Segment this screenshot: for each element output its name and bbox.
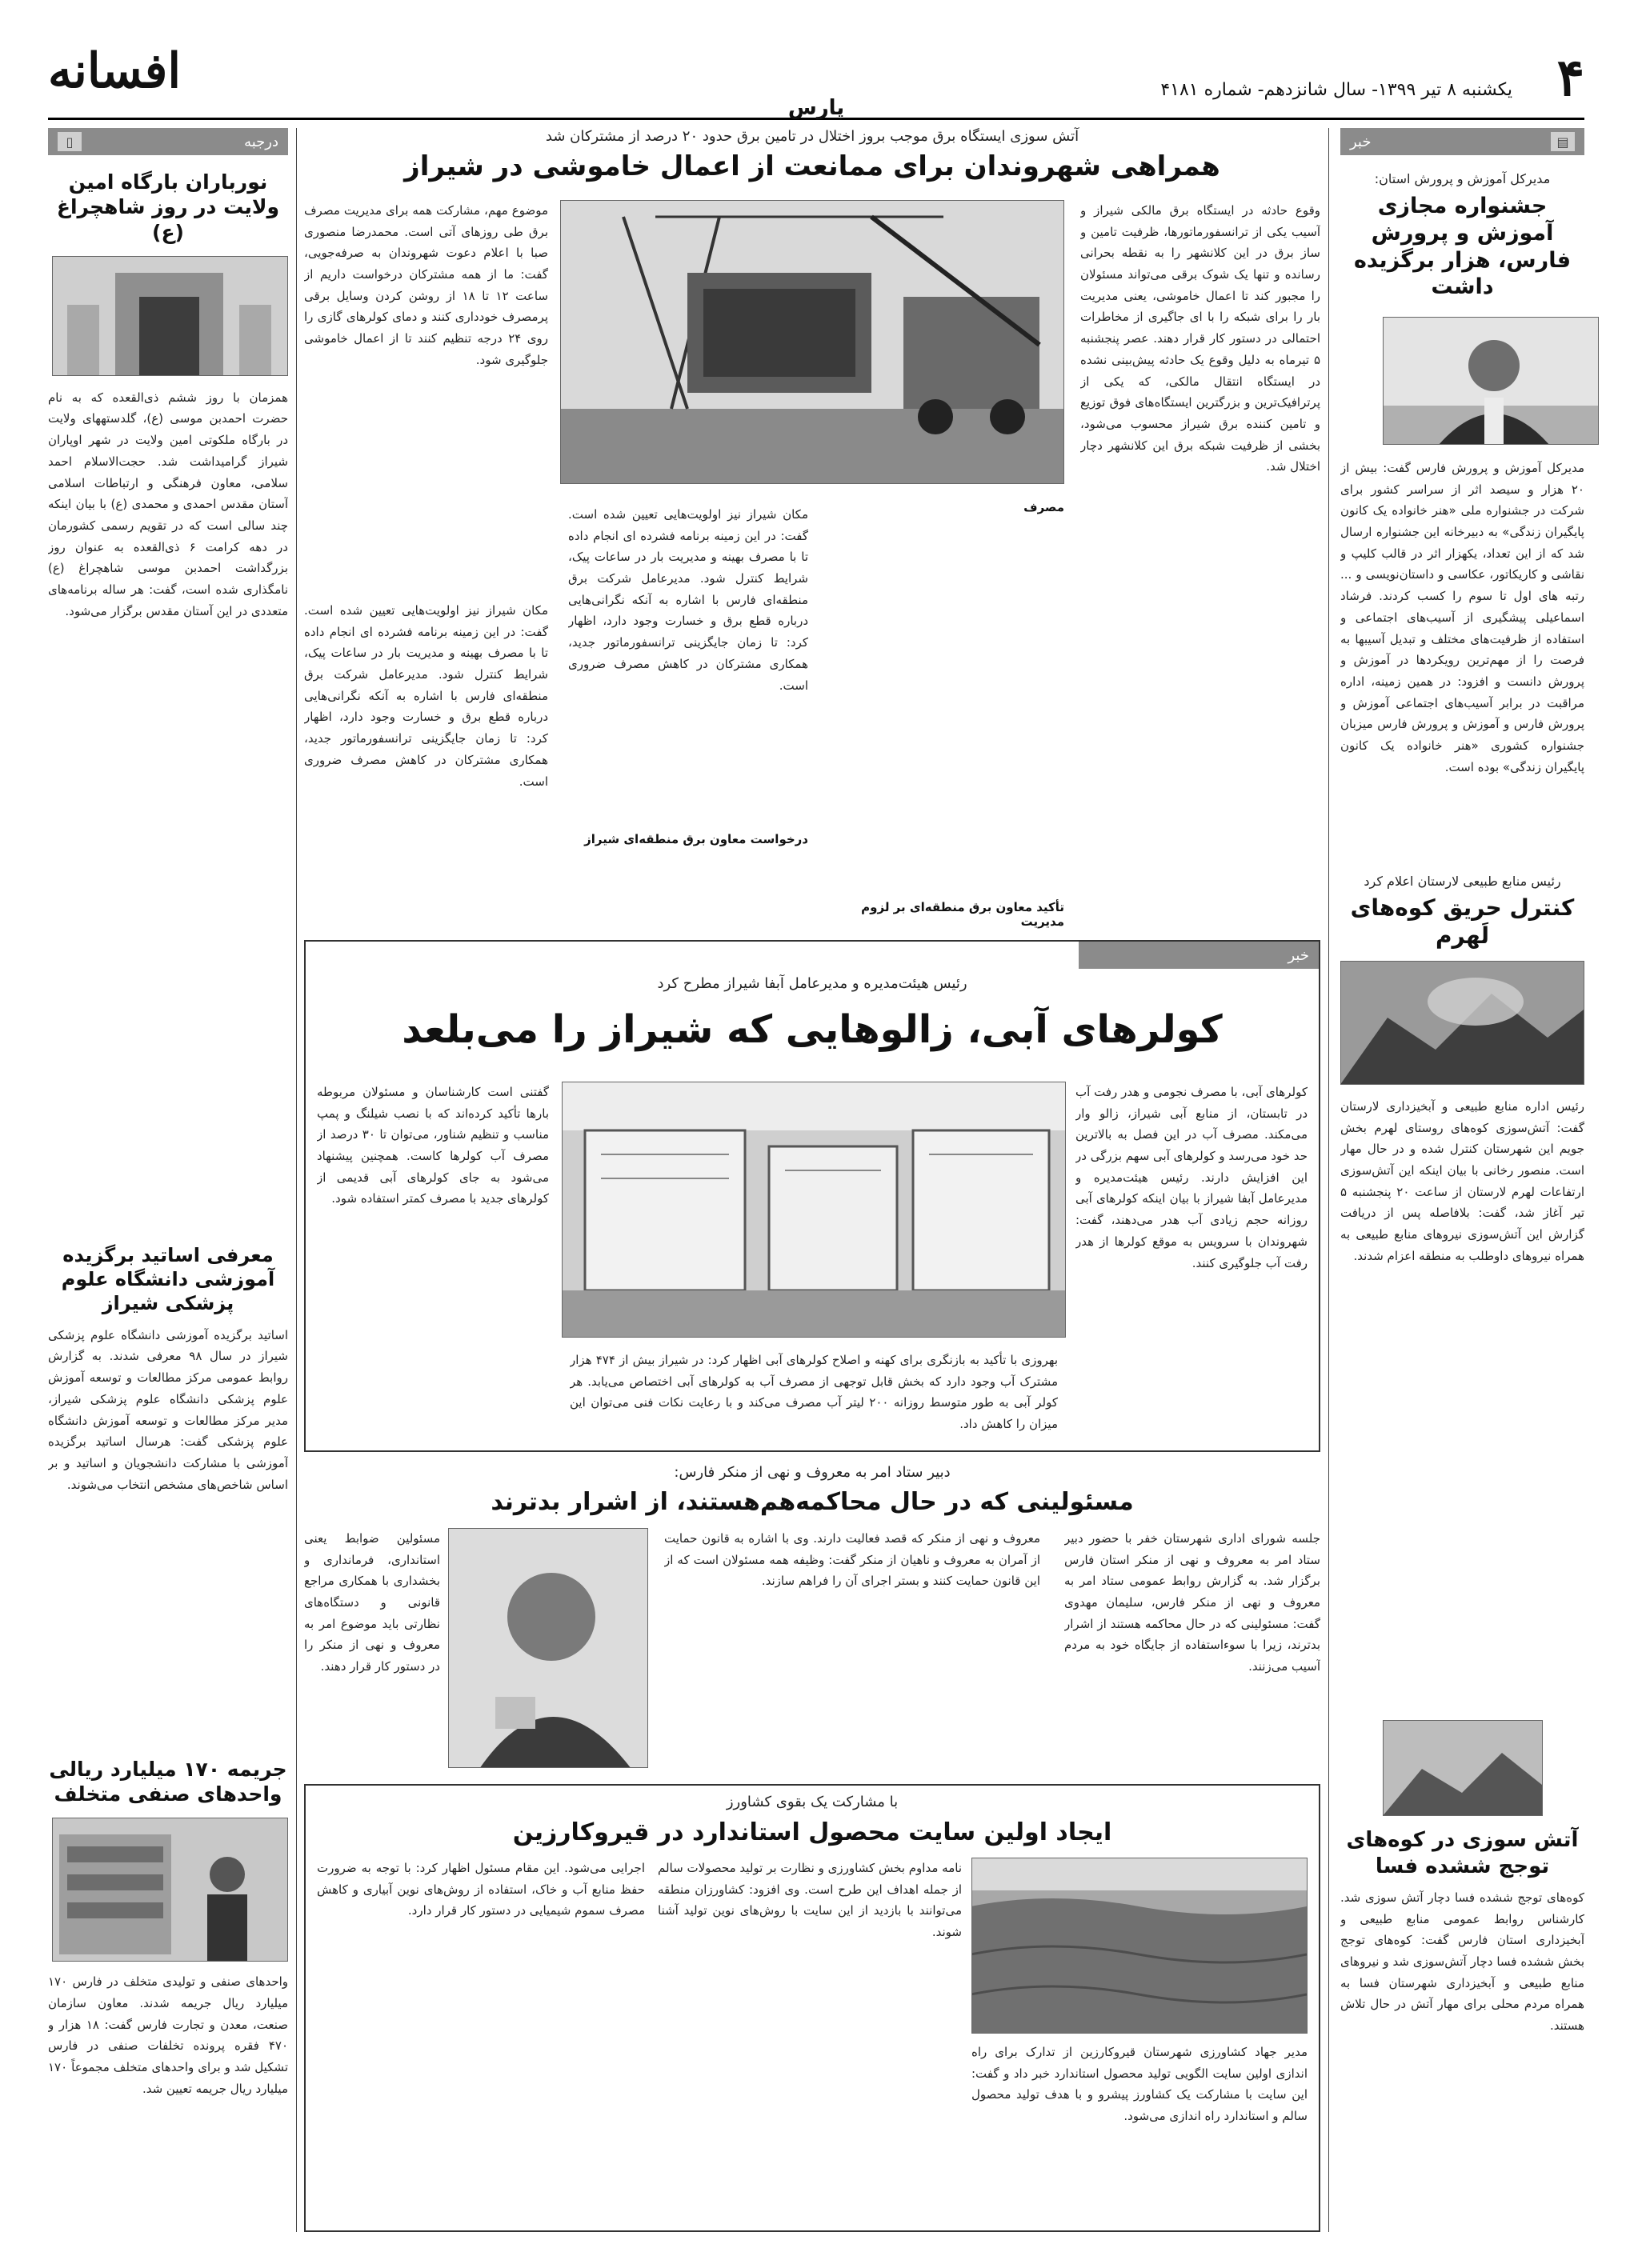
- story-kicker: مدیرکل آموزش و پرورش استان:: [1374, 171, 1551, 186]
- section-tag-bar: [48, 128, 288, 155]
- story-subhead: درخواست معاون برق منطقه‌ای شیراز: [584, 832, 808, 846]
- story-headline: ایجاد اولین سایت محصول استاندارد در قیروکارزین: [512, 1818, 1112, 1846]
- portrait-photo: [1383, 317, 1599, 445]
- story-kicker: دبیر ستاد امر به معروف و نهی از منکر فارس:: [674, 1464, 951, 1481]
- date-line: یکشنبه ۸ تیر ۱۳۹۹- سال شانزدهم- شماره ۴۱۸۱: [1160, 80, 1512, 100]
- story-headline: معرفی اساتید برگزیده آموزشی دانشگاه علوم پزشکی شیراز: [61, 1243, 275, 1314]
- story-body-column: مکان شیراز نیز اولویت‌هایی تعیین شده است. گفت: در این زمینه برنامه فشرده ای انجام داده تا با مصرف بهینه و مدیریت بار در ساعات پیک، شرایط کنترل شود. مدیرعامل شرکت برق منطقه‌ای فارس با اشاره به آنکه نگرانی‌هایی درباره قطع برق و خسارت وجود دارد، اظهار کرد: تا زمان جایگزینی ترانسفورماتور جدید، همکاری مشترکان در کاهش مصرف ضروری است.: [568, 507, 808, 693]
- portrait-image: [1383, 318, 1598, 445]
- story-body: واحدهای صنفی و تولیدی متخلف در فارس ۱۷۰ میلیارد ریال جریمه شدند. معاون سازمان صنعت، معدن و تجارت فارس گفت: ۱۸ هزار و ۴۷۰ فقره پرونده تخلفات صنفی در فارس تشکیل شد و برای واحدهای متخلف مجموعاً ۱۷۰ میلیارد ریال جریمه تعیین شد.: [48, 1974, 288, 2096]
- evaporative-coolers-image: [562, 1082, 1065, 1338]
- man-portrait-image: [448, 1529, 647, 1768]
- interview-story: [304, 1464, 1320, 1776]
- story-body: کوه‌های توجج ششده فسا دچار آتش سوزی شد. کارشناس روابط عمومی منابع طبیعی و آبخیزداری استان فارس گفت: کوه‌های توجج بخش ششده فسا دچار آتش‌سوزی شد و نیروهای منابع طبیعی و آبخیزداری شهرستان فسا به همراه مردم محلی برای مهار آتش در حال تلاش هستند.: [1340, 1890, 1584, 2034]
- section-tag: خبر: [1288, 946, 1309, 964]
- coolers-photo: [562, 1082, 1066, 1338]
- right-column: [1340, 128, 1584, 2232]
- story-body-column: اجرایی می‌شود. این مقام مسئول اظهار کرد: با توجه به ضرورت حفظ منابع آب و خاک، استفاده از روش‌های نوین آبیاری و کاهش مصرف سموم شیمیایی در دستور کار قرار دارد.: [317, 1861, 645, 1918]
- wheat-field-photo: [971, 1858, 1308, 2034]
- story-subhead: مصرف: [1023, 500, 1064, 514]
- fire-photo-small: [1383, 1720, 1543, 1816]
- page-number: ۴: [1556, 48, 1584, 108]
- story-body-column: معروف و نهی از منکر که قصد فعالیت دارند. وی با اشاره به قانون حمایت از آمران به معروف و ناهیان از منکر گفت: وظیفه همه مسئولان است که از این قانون حمایت کنند و بستر اجرای آن را فراهم سازند.: [664, 1531, 1040, 1589]
- book-icon: ▯: [58, 132, 82, 151]
- story-body-column: مسئولین ضوابط یعنی استانداری، فرمانداری و بخشداری با همکاری مراجع قانونی و دستگاه‌های نظارتی باید موضوع امر به معروف و نهی از منکر را در دستور کار قرار دهند.: [304, 1531, 440, 1674]
- feature-story-box: [304, 940, 1320, 1452]
- story-subhead: تأکید معاون برق منطقه‌ای بر لزوم مدیریت: [861, 900, 1064, 929]
- transformer-crane-image: [560, 201, 1063, 484]
- masthead: [48, 43, 1584, 120]
- story-kicker: آتش سوزی ایستگاه برق موجب بروز اختلال در تامین برق حدود ۲۰ درصد از مشترکان شد: [545, 128, 1079, 145]
- story-headline: مسئولینی که در حال محاکمه‌هم‌هستند، از اشرار بدترند: [491, 1488, 1134, 1516]
- store-inspection-image: [52, 1818, 287, 1962]
- story-headline: همراهی شهروندان برای ممانعت از اعمال خاموشی در شیراز: [404, 150, 1220, 182]
- hill-image: [1383, 1721, 1542, 1816]
- shrine-image: [52, 257, 287, 376]
- story-body-column: گفتنی است کارشناسان و مسئولان مربوطه بارها تأکید کرده‌اند که با نصب شیلنگ و پمپ مناسب و تنظیم شناور، می‌توان تا ۳۰ درصد از مصرف آب کولرها کاست. همچنین پیشنهاد می‌شود به جای کولرهای آبی قدیمی از کولرهای جدید با مصرف کمتر استفاده شود.: [317, 1085, 549, 1206]
- section-title: پارس: [787, 96, 845, 120]
- story-body: رئیس اداره منابع طبیعی و آبخیزداری لارستان گفت: آتش‌سوزی کوه‌های روستای لهرم بخش جویم این شهرستان کنترل شده و در حال مهار است. منصور رخانی با بیان اینکه این آتش‌سوزی ارتفاعات لهرم لارستان از ساعت ۲۰ پنجشنبه ۵ تیر آغاز شد، گفت: بلافاصله پس از دریافت گزارش این آتش‌سوزی نیروهای منابع طبیعی به همراه نیروهای داوطلب به منطقه اعزام شدند.: [1340, 1099, 1584, 1263]
- story-body-column: کولرهای آبی، با مصرف نجومی و هدر رفت آب در تابستان، از منابع آبی شیراز، زالو وار می‌مکند. مصرف آب در این فصل به بالاترین حد خود می‌رسد و کولرهای آبی سهم بزرگی در این افزایش دارند. رئیس هیئت‌مدیره و مدیرعامل آبفا شیراز با بیان اینکه کولرهای آبی روزانه حجم زیادی آب هدر می‌دهند، گفت: شهروندان با سرویس به موقع کولرها از هدر رفت آب جلوگیری کنند.: [1075, 1085, 1308, 1270]
- story-body-column: مدیر جهاد کشاورزی شهرستان قیروکارزین از تدارک برای راه اندازی اولین سایت الگویی تولید محصول استاندارد خبر داد و گفت: این سایت با مشارکت یک کشاورز پیشرو و با هدف تولید محصول سالم و استاندارد راه اندازی می‌شود.: [971, 2045, 1308, 2124]
- fire-photo: [1340, 961, 1584, 1085]
- left-column: [48, 128, 288, 2232]
- story-kicker: رئیس هیئت‌مدیره و مدیرعامل آبفا شیراز مطرح کرد: [657, 975, 967, 992]
- wheat-field-image: [971, 1858, 1307, 2034]
- section-tag-bar: [1079, 942, 1319, 969]
- news-icon: ▤: [1551, 132, 1575, 151]
- story-headline: آتش سوزی در کوه‌های توجج ششده فسا: [1346, 1828, 1579, 1878]
- shop-photo: [52, 1818, 288, 1962]
- story-headline: نورباران بارگاه امین ولایت در روز شاهچراغ (ع): [56, 170, 280, 244]
- column-divider: [1328, 128, 1329, 2232]
- story-headline: کنترل حریق کوه‌های لَهرم: [1350, 894, 1575, 949]
- shrine-photo: [52, 256, 288, 376]
- story-body-column: بهروزی با تأکید به بازنگری برای کهنه و اصلاح کولرهای آبی اظهار کرد: در شیراز بیش از ۴۷۴ هزار مشترک آب وجود دارد که بخش قابل توجهی از مصرف آب به کولرهای آبی اختصاص می‌یابد. هر کولر آبی به طور متوسط روزانه ۲۰۰ لیتر آب مصرف می‌کند و با رعایت نکات فنی می‌توان این میزان را کاهش داد.: [570, 1353, 1058, 1432]
- story-body-column: موضوع مهم، مشارکت همه برای مدیریت مصرف برق طی روزهای آتی است. محمدرضا منصوری صبا با اعلام دعوت شهروندان به صرفه‌جویی، گفت: ما از همه مشترکان درخواست داریم از ساعت ۱۲ تا ۱۸ از روشن کردن وسایل برقی پرمصرف خودداری کنند و دمای کولرهای گازی را روی ۲۴ درجه تنظیم کنند تا از اعمال خاموشی جلوگیری شود.: [304, 203, 548, 367]
- story-body-column: مکان شیراز نیز اولویت‌هایی تعیین شده است. گفت: در این زمینه برنامه فشرده ای انجام داده تا با مصرف بهینه و مدیریت بار در ساعات پیک، شرایط کنترل شود. مدیرعامل شرکت برق منطقه‌ای فارس با اشاره به آنکه نگرانی‌هایی درباره قطع برق و خسارت وجود دارد، اظهار کرد: تا زمان جایگزینی ترانسفورماتور جدید، همکاری مشترکان در کاهش مصرف ضروری است.: [304, 603, 548, 789]
- top-story: [304, 128, 1320, 936]
- farm-story-box: [304, 1784, 1320, 2232]
- official-portrait: [448, 1528, 648, 1768]
- column-divider: [296, 128, 297, 2232]
- story-body: مدیرکل آموزش و پرورش فارس گفت: بیش از ۲۰ هزار و سیصد اثر از سراسر کشور برای شرکت در جشنواره ملی «هنر خانواده یک کانون پایگیران زندگی» به دبیرخانه این جشنواره ارسال شد که از این تعداد، یکهزار اثر در قالب کلیپ و نقاشی و کاریکاتور، عکاسی و داستان‌نویسی و ... رتبه های اول تا سوم را کسب کردند. فرشاد اسماعیلی پیشگیری از آسیب‌های اجتماعی و استفاده از ظرفیت‌های مختلف و تبدیل آسیبها به فرصت را از مهم‌ترین رویکردها در آموزش و پرورش دانست و افزود: در همین زمینه، اداره مراقبت در برابر آسیب‌های اجتماعی آموزش و پرورش فارس و آموزش و پرورش فارس میزبان جشنواره کشوری «هنر خانواده یک کانون پایگیران زندگی» بوده است.: [1340, 461, 1584, 774]
- mountain-smoke-image: [1340, 962, 1584, 1085]
- story-kicker: رئیس منابع طبیعی لارستان اعلام کرد: [1364, 874, 1561, 889]
- newspaper-logo: افسانه: [48, 43, 182, 99]
- story-body-column: جلسه شورای اداری شهرستان خفر با حضور دبیر ستاد امر به معروف و نهی از منکر استان فارس برگزار شد. به گزارش روابط عمومی ستاد امر به معروف و نهی از منکر فارس، سلیمان مهدوی گفت: مسئولینی که در حال محاکمه هستند از اشرار بدترند، زیرا با سوءاستفاده از جایگاه خود به مردم آسیب می‌زنند.: [1064, 1531, 1320, 1674]
- story-body: همزمان با روز ششم ذی‌القعده که به نام حضرت احمدبن موسی (ع)، گلدستههای ولایت در بارگاه ملکوتی امین ولایت در شهر اوپاران شیراز گرامیداشت شد. حجت‌الاسلام احمد سلامی، معاون فرهنگی و ارتباطات اسلامی آستان مقدس احمدی و محمدی (ع) با بیان اینکه چند سالی است که در تقویم رسمی کشورمان در دهه کرامت ۶ ذی‌القعده به عنوان روز بزرگداشت احمدبن موسی شاهچراغ (ع) نامگذاری شده است، گفت: هر ساله برنامه‌های متعددی در این آستان مقدس برگزار می‌شود.: [48, 390, 288, 618]
- story-kicker: با مشارکت یک بقوی کشاورز: [726, 1794, 899, 1810]
- story-headline: جریمه ۱۷۰ میلیارد ریالی واحدهای صنفی متخلف: [49, 1757, 287, 1806]
- section-tag: خبر: [1350, 133, 1372, 150]
- story-body-column: وقوع حادثه در ایستگاه برق مالکی شیراز و آسیب یکی از ترانسفورماتورها، ظرفیت تامین و ساز برق در این کلانشهر را به نقطه بحرانی رسانده و تنها یک شوک برقی می‌تواند مسئولان را مجبور کند تا اعمال خاموشی، یعنی مدیریت بار را برای شبکه را با ای جاگیری از مخاطرات احتمالی در دستور کار قرار دهند. عصر پنجشنبه ۵ تیرماه به دلیل وقوع یک حادثه پیش‌بینی نشده در ایستگاه انتقال مالکی، که یکی از پرترافیک‌ترین و بزرگترین ایستگاه‌های فوق توزیع و تامین کننده برق شیراز محسوب می‌شود، بخشی از ظرفیت شبکه برق این کلانشهر دچار اختلال شد.: [1080, 203, 1320, 474]
- section-tag: درجبه: [244, 133, 278, 150]
- story-headline: جشنواره مجازی آموزش و پرورش فارس، هزار برگزیده داشت: [1353, 194, 1572, 300]
- section-tag-bar: [1340, 128, 1584, 155]
- story-headline: کولرهای آبی، زالوهایی که شیراز را می‌بلعد: [402, 1007, 1223, 1052]
- story-body: اساتید برگزیده آموزشی دانشگاه علوم پزشکی شیراز در سال ۹۸ معرفی شدند. به گزارش روابط عمومی مرکز مطالعات و توسعه آموزش علوم پزشکی دانشگاه علوم پزشکی شیراز، مدیر مرکز مطالعات و توسعه آموزش دانشگاه علوم پزشکی گفت: هرسال اساتید برگزیده آموزشی با مشارکت دانشجویان و اساتید و بر اساس شاخص‌های مشخص انتخاب می‌شوند.: [48, 1327, 288, 1492]
- story-body-column: نامه مداوم بخش کشاورزی و نظارت بر تولید محصولات سالم از جمله اهداف این طرح است. وی افزود: کشاورزان منطقه می‌توانند با بازدید از این سایت با روش‌های نوین تولید آشنا شوند.: [658, 1861, 962, 1940]
- power-station-photo: [560, 200, 1064, 484]
